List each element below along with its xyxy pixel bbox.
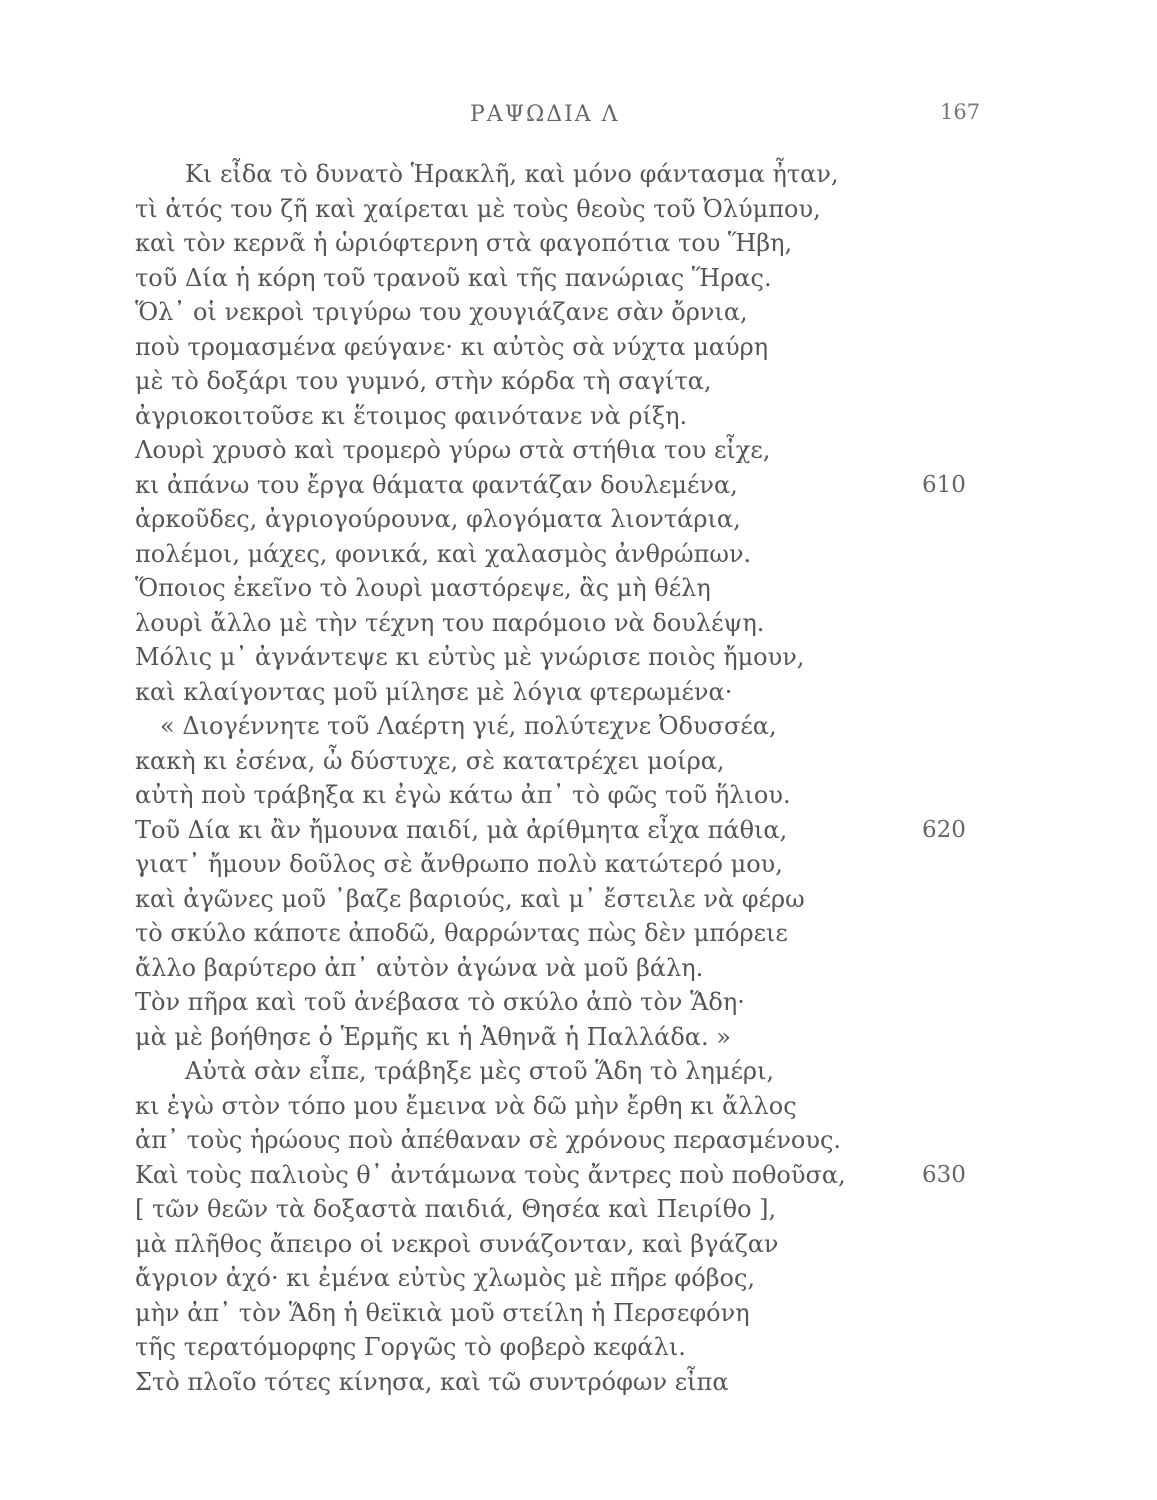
verse-text: πολέμοι, μάχες, φονικά, καὶ χαλασμὸς ἀνθρώπων. — [135, 539, 752, 568]
verse-line — [0, 813, 1157, 848]
verse-line — [0, 1123, 1157, 1158]
verse-text: Αὐτὰ σὰν εἶπε, τράβηξε μὲς στοῦ Ἅδη τὸ λημέρι, — [185, 1057, 775, 1085]
verse-text: καὶ ἀγῶνες μοῦ ᾽βαζε βαριούς, καὶ μ᾽ ἔστειλε νὰ φέρω — [135, 884, 805, 913]
verse-text: κακὴ κι ἐσένα, ὦ δύστυχε, σὲ κατατρέχει μοίρα, — [135, 746, 725, 775]
verse-text: καὶ κλαίγοντας μοῦ μίλησε μὲ λόγια φτερωμένα· — [135, 677, 733, 706]
verse-line — [0, 364, 1157, 399]
verse-line — [0, 640, 1157, 675]
verse-line — [0, 1089, 1157, 1124]
verse-text: τὸ σκύλο κάποτε ἀποδῶ, θαρρώντας πὼς δὲν μπόρειε — [135, 919, 788, 947]
verse-line — [0, 882, 1157, 917]
verse-line — [0, 1365, 1157, 1400]
verse-text: μὴν ἀπ᾽ τὸν Ἅδη ἡ θεϊκιὰ μοῦ στείλη ἡ Περσεφόνη — [135, 1298, 750, 1327]
line-number: 620 — [922, 816, 966, 843]
verse-line — [0, 537, 1157, 572]
verse-text: μὰ πλῆθος ἄπειρο οἱ νεκροὶ συνάζονταν, καὶ βγάζαν — [135, 1229, 779, 1258]
verse-text: γιατ᾽ ἤμουν δοῦλος σὲ ἄνθρωπο πολὺ κατώτερό μου, — [135, 850, 783, 878]
verse-line — [0, 1296, 1157, 1331]
verse-line — [0, 157, 1157, 192]
verse-text: Μόλις μ᾽ ἀγνάντεψε κι εὐτὺς μὲ γνώρισε ποιὸς ἤμουν, — [135, 643, 805, 671]
verse-text: μὲ τὸ δοξάρι του γυμνό, στὴν κόρδα τὴ σαγίτα, — [135, 367, 712, 395]
verse-text: Τὸν πῆρα καὶ τοῦ ἀνέβασα τὸ σκύλο ἀπὸ τὸν Ἅδη· — [135, 988, 745, 1016]
verse-list — [0, 157, 1157, 1399]
verse-line — [0, 951, 1157, 986]
verse-text: κι ἐγὼ στὸν τόπο μου ἔμεινα νὰ δῶ μὴν ἔρθη κι ἄλλος — [135, 1091, 797, 1120]
verse-text: Καὶ τοὺς παλιοὺς θ᾽ ἀντάμωνα τοὺς ἄντρες ποὺ ποθοῦσα, — [135, 1160, 846, 1189]
verse-text: Τοῦ Δία κι ἂν ἤμουνα παιδί, μὰ ἀρίθμητα εἶχα πάθια, — [135, 815, 788, 844]
verse-text: ἀπ᾽ τοὺς ἡρώους ποὺ ἀπέθαναν σὲ χρόνους περασμένους. — [135, 1126, 842, 1154]
verse-text: ἀγριοκοιτοῦσε κι ἕτοιμος φαινότανε νὰ ρίξη. — [135, 401, 688, 430]
verse-line — [0, 330, 1157, 365]
verse-line — [0, 606, 1157, 641]
verse-line — [0, 226, 1157, 261]
verse-text: ἄλλο βαρύτερο ἀπ᾽ αὐτὸν ἀγώνα νὰ μοῦ βάλη. — [135, 953, 704, 982]
verse-line — [0, 502, 1157, 537]
page-number: 167 — [940, 100, 981, 124]
verse-text: αὐτὴ ποὺ τράβηξα κι ἐγὼ κάτω ἀπ᾽ τὸ φῶς τοῦ ἥλιου. — [135, 781, 791, 809]
verse-line — [0, 1054, 1157, 1089]
line-number: 610 — [922, 471, 966, 498]
verse-line — [0, 433, 1157, 468]
line-number: 630 — [922, 1161, 966, 1188]
verse-line — [0, 1158, 1157, 1193]
verse-text: « Διογέννητε τοῦ Λαέρτη γιέ, πολύτεχνε Ὀδυσσέα, — [160, 712, 777, 740]
verse-line — [0, 1020, 1157, 1055]
verse-text: Ὅποιος ἐκεῖνο τὸ λουρὶ μαστόρεψε, ἂς μὴ θέλη — [135, 574, 711, 602]
verse-text: κι ἀπάνω του ἔργα θάματα φαντάζαν δουλεμένα, — [135, 470, 738, 499]
verse-line — [0, 1192, 1157, 1227]
verse-line — [0, 1330, 1157, 1365]
verse-line — [0, 571, 1157, 606]
verse-text: τὶ ἀτός του ζῆ καὶ χαίρεται μὲ τοὺς θεοὺς τοῦ Ὀλύμπου, — [135, 194, 821, 223]
verse-line — [0, 985, 1157, 1020]
verse-line — [0, 709, 1157, 744]
verse-text: ποὺ τρομασμένα φεύγανε· κι αὐτὸς σὰ νύχτα μαύρη — [135, 332, 769, 361]
verse-line — [0, 1261, 1157, 1296]
verse-line — [0, 261, 1157, 296]
verse-text: ἀρκοῦδες, ἀγριογούρουνα, φλογόματα λιοντάρια, — [135, 505, 741, 533]
verse-line — [0, 916, 1157, 951]
verse-text: ἄγριον ἀχό· κι ἐμένα εὐτὺς χλωμὸς μὲ πῆρε φόβος, — [135, 1264, 756, 1292]
verse-text: τῆς τερατόμορφης Γοργῶς τὸ φοβερὸ κεφάλι. — [135, 1333, 686, 1361]
verse-text: Ὅλ᾽ οἱ νεκροὶ τριγύρω του χουγιάζανε σὰν ὄρνια, — [135, 298, 748, 326]
verse-line — [0, 675, 1157, 710]
verse-text: τοῦ Δία ἡ κόρη τοῦ τρανοῦ καὶ τῆς πανώριας Ἥρας. — [135, 263, 772, 292]
running-title: ΡΑΨΩΔΙΑ Λ — [470, 102, 620, 127]
verse-text: [ τῶν θεῶν τὰ δοξαστὰ παιδιά, Θησέα καὶ Πειρίθο ], — [135, 1195, 777, 1223]
verse-text: Κι εἶδα τὸ δυνατὸ Ἡρακλῆ, καὶ μόνο φάντασμα ἦταν, — [185, 160, 839, 188]
verse-text: καὶ τὸν κερνᾶ ἡ ὡριόφτερνη στὰ φαγοπότια του Ἥβη, — [135, 229, 793, 257]
verse-text: μὰ μὲ βοήθησε ὁ Ἑρμῆς κι ἡ Ἀθηνᾶ ἡ Παλλάδα. » — [135, 1022, 731, 1051]
verse-text: λουρὶ ἄλλο μὲ τὴν τέχνη του παρόμοιο νὰ δουλέψη. — [135, 608, 765, 637]
verse-text: Λουρὶ χρυσὸ καὶ τρομερὸ γύρω στὰ στήθια του εἶχε, — [135, 436, 771, 464]
verse-line — [0, 1227, 1157, 1262]
verse-line — [0, 399, 1157, 434]
verse-line — [0, 295, 1157, 330]
verse-line — [0, 778, 1157, 813]
verse-line — [0, 192, 1157, 227]
verse-line — [0, 744, 1157, 779]
verse-line — [0, 468, 1157, 503]
verse-line — [0, 847, 1157, 882]
verse-text: Στὸ πλοῖο τότες κίνησα, καὶ τῶ συντρόφων εἶπα — [135, 1367, 729, 1396]
